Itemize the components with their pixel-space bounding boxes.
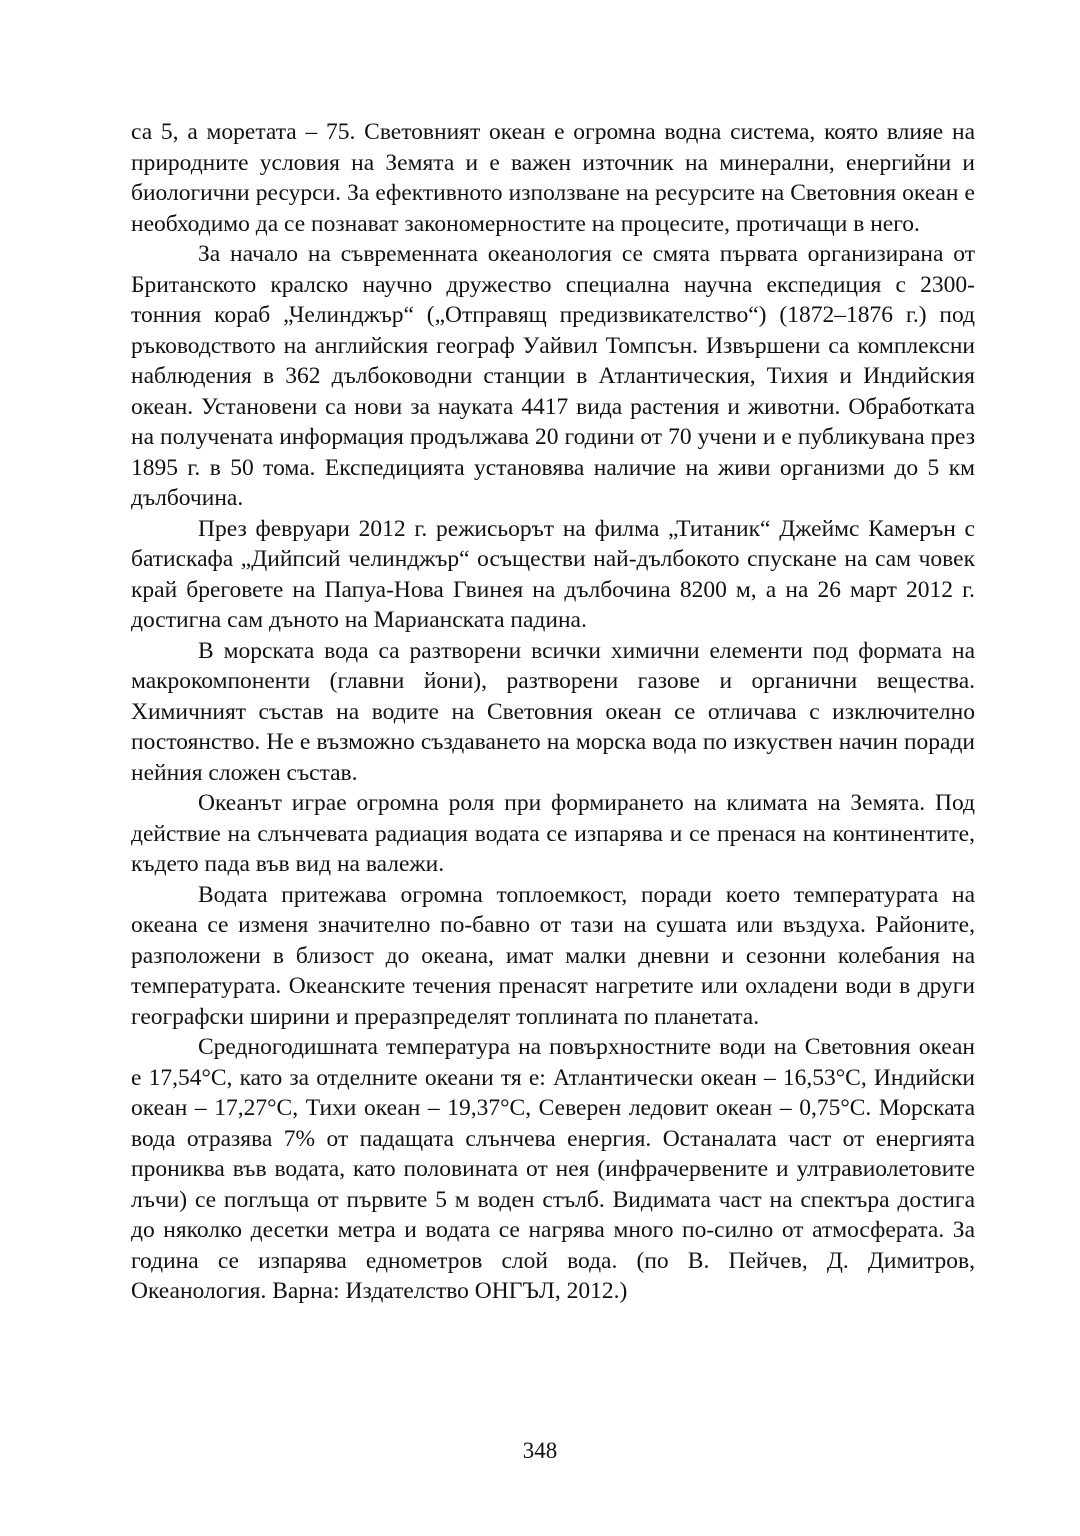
- paragraph-heat-capacity: Водата притежава огромна топлоемкост, поради което температурата на океана се изменя значително по-бавно от тази на сушата или въздуха. Районите, разположени в близост до океана, имат малки дневни и сезонни колебания на температурата. Океанските течения пренасят нагретите или охладени води в други географски ширини и преразпределят топлината по планетата.: [131, 881, 975, 1030]
- paragraph-sea-water-chemistry: В морската вода са разтворени всички химични елементи под формата на макрокомпоненти (главни йони), разтворени газове и органични вещества. Химичният състав на водите на Световния океан се отличава с изключително постоянство. Не е възможно създаването на морска вода по изкуствен начин поради нейния сложен състав.: [131, 637, 975, 786]
- paragraph-challenger-expedition: За начало на съвременната океанология се смята първата организирана от Британското кралско научно дружество специална научна експедиция с 2300-тонния кораб „Челинджър“ („Отправящ предизвикателство“) (1872–1876 г.) под ръководството на английския географ Уайвил Томпсън. Извършени са комплексни наблюдения в 362 дълбоководни станции в Атлантическия, Тихия и Индийския океан. Установени са нови за науката 4417 вида растения и животни. Обработката на получената информация продължава 20 години от 70 учени и е публикувана през 1895 г. в 50 тома. Експедицията установява наличие на живи организми до 5 км дълбочина.: [131, 241, 975, 511]
- paragraph-surface-temperature: Средногодишната температура на повърхностните води на Световния океан е 17,54°С, като за отделните океани тя е: Атлантически океан – 16,53°С, Индийски океан – 17,27°С, Тихи океан – 19,37°С, Северен ледовит океан – 0,75°С. Морската вода отразява 7% от падащата слънчева енергия. Останалата част от енергията прониква във водата, като половината от нея (инфрачервените и ултравиолетовите лъчи) се поглъща от първите 5 м воден стълб. Видимата част на спектъра достига до няколко десетки метра и водата се нагрява много по-силно от атмосферата. За година се изпарява еднометров слой вода. (по В. Пейчев, Д. Димитров, Океанология. Варна: Издателство ОНГЪЛ, 2012.): [131, 1034, 975, 1304]
- paragraph-continuation: са 5, а моретата – 75. Световният океан е огромна водна система, която влияе на природните условия на Земята и е важен източник на минерални, енергийни и биологични ресурси. За ефективното използване на ресурсите на Световния океан е необходимо да се познават закономерностите на процесите, протичащи в него.: [131, 119, 975, 237]
- body-text: [131, 117, 975, 1307]
- paragraph-cameron-dive: През февруари 2012 г. режисьорът на филма „Титаник“ Джеймс Камерън с батискафа „Дийпсий челинджър“ осъществи най-дълбокото спускане на сам човек край бреговете на Папуа-Нова Гвинея на дълбочина 8200 м, а на 26 март 2012 г. достигна сам дъното на Марианската падина.: [131, 515, 975, 633]
- page-number: 348: [522, 1438, 558, 1463]
- paragraph-ocean-climate-role: Океанът играе огромна роля при формирането на климата на Земята. Под действие на слънчевата радиация водата се изпарява и се пренася на континентите, където пада във вид на валежи.: [131, 790, 975, 877]
